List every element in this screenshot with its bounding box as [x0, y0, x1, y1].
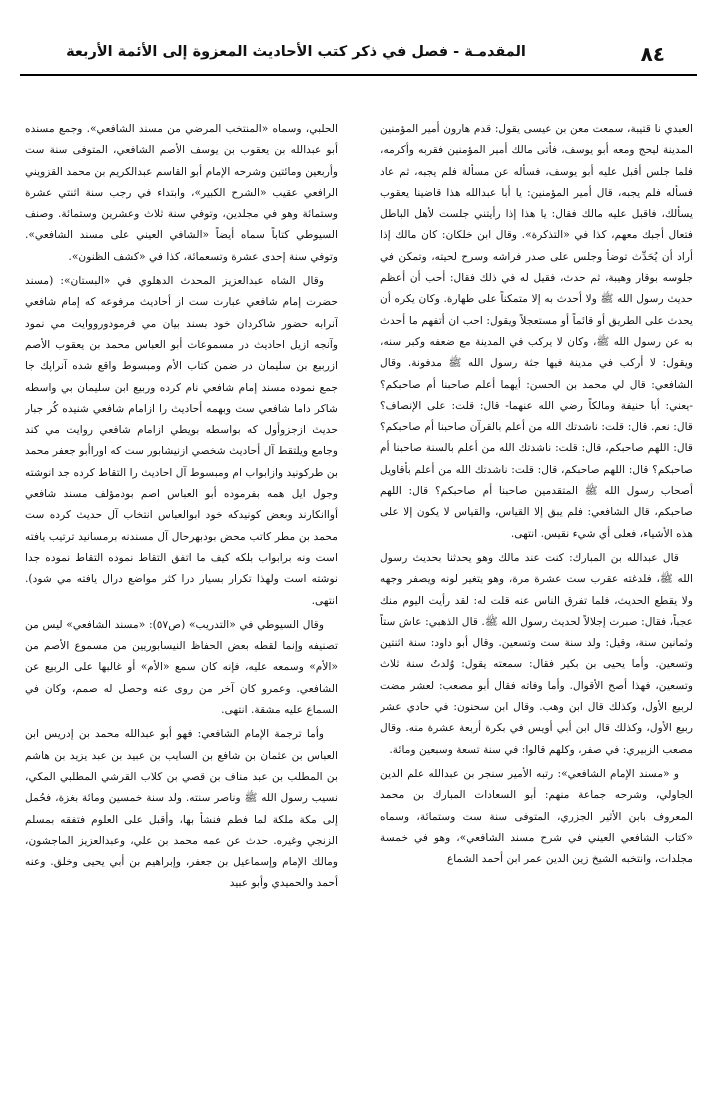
paragraph: العبدي نا قتيبة، سمعت معن بن عيسى يقول: قدم هارون أمير المؤمنين المدينة ليحج ومعه أبو يوسف، فأتى مالك أمير المؤمنين فقربه وأكرمه، فلما جلس أقبل عليه أبو يوسف، فسأله عن مسألة فلم يجبه، ثم عاد فسأله فلم يجبه، قال أمير المؤمنين: يا أبا عبدالله هذا قاضينا يعقوب يسألك، فاقبل عليه مالك فقال: يا هذا إذا رأيتني جلست لأهل الباطل فتعال أجبك معهم، كذا في «التذكرة». وقال ابن خلكان: كان مالك إذا أراد أن يُحَدِّث توضأ وجلس على صدر فراشه وسرح لحيته، وتمكن في جلوسه بوقار وهيبة، ثم حدث، فقيل له في ذلك فقال: أحب أن أعظم حديث رسول الله ﷺ ولا أحدث به إلا متمكناً على طهارة. وكان يكره أن يحدث على الطريق أو قائماً أو مستعجلاً ويقول: احب ان أتفهم ما أحدث به عن رسول الله ﷺ، وكان لا يركب في المدينة مع ضعفه وكبر سنه، ويقول: لا أركب في مدينة فيها جثة رسول الله ﷺ مدفونة. وقال الشافعي: قال لي محمد بن الحسن: أيهما أعلم صاحبنا أم صاحبكم؟ -يعني: أبا حنيفة ومالكاً رضي الله عنهما- قال: قلت: على الإنصاف؟ قال: نعم. قال: قلت: ناشدتك الله من أعلم بالقرآن صاحبنا أم صاحبكم؟ قال: اللهم صاحبكم، قال: قلت: ناشدتك الله من أعلم بالسنة صاحبنا أم صاحبكم؟ قال: اللهم صاحبكم، قال: قلت: ناشدتك الله من أعلم بأقاويل أصحاب رسول الله ﷺ المتقدمين صاحبنا أم صاحبكم؟ قال: اللهم صاحبكم، قال الشافعي: فلم يبق إلا القياس، والقياس لا يكون إلا على هذه الأشياء، فعلى أي شيء نقيس. انتهى. [380, 122, 693, 540]
paragraph: وقال الشاه عبدالعزيز المحدث الدهلوي في «البستان»: (مسند حضرت إمام شافعي عبارت ست از أحاديث مرفوعه كه إمام شافعي آنرابه حضور شاكردان خود بسند بيان مي فرمودورووايت مي نمود وآنجه ازيل احاديث در مسموعات أبو العباس محمد بن يعقوب الأصم ازربيع بن سليمان در ضمن كتاب الأم ومبسوط واقع شده آنراپك جا جمع نموده مسند إمام شافعي نام كرده وربيع ابن سليمان بي واسطه شاكر داما شافعي ست وبهمه أحاديث را ازامام شافعي شنيده كُر جبار حديث ازجزوأول كه بواسطه بويطي ازامام شافعي روايت مي كند وجامع ويلتقط آل أحاديث شخصي ازنيشابور ست كه اوراأبو جعفر محمد بن طركونيد وازابواب ام ومبسوط آل احاديث را التقاط كرده جد انوشته وجول ايل همه بفرموده أبو العباس اصم بودمؤلف مسند شافعي أواانكارند وبعض كونيدكه خود ابوالعباس انتخاب آل حديث كرده ست محمد بن مطر كاتب محض بودبهرحال آل مسندنه برمسانيد ترتيب يافته است ونه برابواب بلكه كيف ما اتفق التقاط نموده التقاط نموده جدا نوشته است ولهذا تكرار بسيار درا كثر مواضع درال يافته مي شود). انتهى. [25, 274, 338, 607]
left-column [25, 118, 338, 1083]
paragraph: وأما ترجمة الإمام الشافعي: فهو أبو عبدالله محمد بن إدريس ابن العباس بن عثمان بن شافع بن السايب بن عبيد بن عبد يزيد بن هاشم بن المطلب بن عبد مناف بن قصي بن كلاب القرشي المطلبي المكي، نسيب رسول الله ﷺ وناصر سنته. ولد سنة خمسين ومائة بغزة، فحُمل إلى مكة ملكة لما فطم فنشأ بها، وأقبل على العلوم فتفقه بمسلم الزنجي وغيره. حدث عن عمه محمد بن علي، وعبدالعزيز الماجشون، ومالك الإمام وإسماعيل بن جعفر، وإبراهيم بن أبي يحيى وخلق. وعنه أحمد والحميدي وأبو عبيد [25, 727, 338, 890]
paragraph: وقال السيوطي في «التدريب» (ص٥٧): «مسند الشافعي» ليس من تصنيفه وإنما لقطه بعض الحفاظ النيسابوريين من مسموع الأصم من «الأم» وسمعه عليه، فإنه كان سمع «الأم» أو غالبها على الربيع عن الشافعي. وعمرو كان آخر من روى عنه وحصل له صمم، وكان في السماع عليه مشقة. انتهى. [25, 617, 338, 717]
paragraph: قال عبدالله بن المبارك: كنت عند مالك وهو يحدثنا بحديث رسول الله ﷺ، فلدغته عقرب ست عشرة مرة، وهو يتغير لونه ويصفر وجهه ولا يقطع الحديث، فلما تفرق الناس عنه قلت له: لقد رأيت اليوم منك عجباً، فقال: صبرت إجلالاً لحديث رسول الله ﷺ. قال الذهبي: عاش ستاً وثمانين سنة، وقيل: ولد سنة ست وتسعين. وقال أبو داود: سنة اثنتين وتسعين. وأما يحيى بن بكير فقال: سمعته يقول: وُلدتُ سنة ثلاث وتسعين، فهذا أصح الأقوال. وأما وفاته فقال أبو مصعب: لعشر مضت لربيع الأول، وكذلك قال ابن وهب. وقال ابن سحنون: في حادي عشر ربيع الأول، وكذلك قال ابن أبي أويس في بكرة أربعة عشرة منه. وقال مصعب الزبيري: في صفر، وكلهم قالوا: في سنة تسعة وسبعين ومائة. [380, 550, 693, 756]
right-column [380, 118, 693, 1083]
running-title: المقدمـة - فصل في ذكر كتب الأحاديث المعزوة إلى الأئمة الأربعة [66, 44, 526, 60]
paragraph: الحلبي، وسماه «المنتخب المرضي من مسند الشافعي». وجمع مسنده أبو عبدالله بن يعقوب بن يوسف الأصم الشافعي، المتوفى سنة ست وأربعين ومائتين وشرحه الإمام أبو القاسم عبدالكريم بن محمد القزويني الرافعي عقيب «الشرح الكبير»، وابتداء في رجب سنة اثنتي عشرة وستمائة وهو في مجلدين، وتوفي سنة ثلاث وعشرين وستمائة. وصنف السيوطي كتاباً سماه أيضاً «الشافي العيني على مسند الشافعي». وتوفي سنة إحدى عشرة وتسعمائة، كذا في «كشف الظنون». [25, 122, 338, 263]
paragraph: و «مسند الإمام الشافعي»: رتبه الأمير سنجر بن عبدالله علم الدين الجاولي، وشرحه جماعة منهم: أبو السعادات المبارك بن محمد المعروف بابن الأثير الجزري، المتوفى سنة ست وستمائة، وسماه «كتاب الشافعي العيني في شرح مسند الشافعي»، وهو في خمسة مجلدات، وانتخبه الشيخ زين الدين عمر ابن أحمد الشماع [380, 766, 693, 866]
page-header [20, 34, 697, 76]
page-number: ٨٤ [640, 42, 665, 66]
